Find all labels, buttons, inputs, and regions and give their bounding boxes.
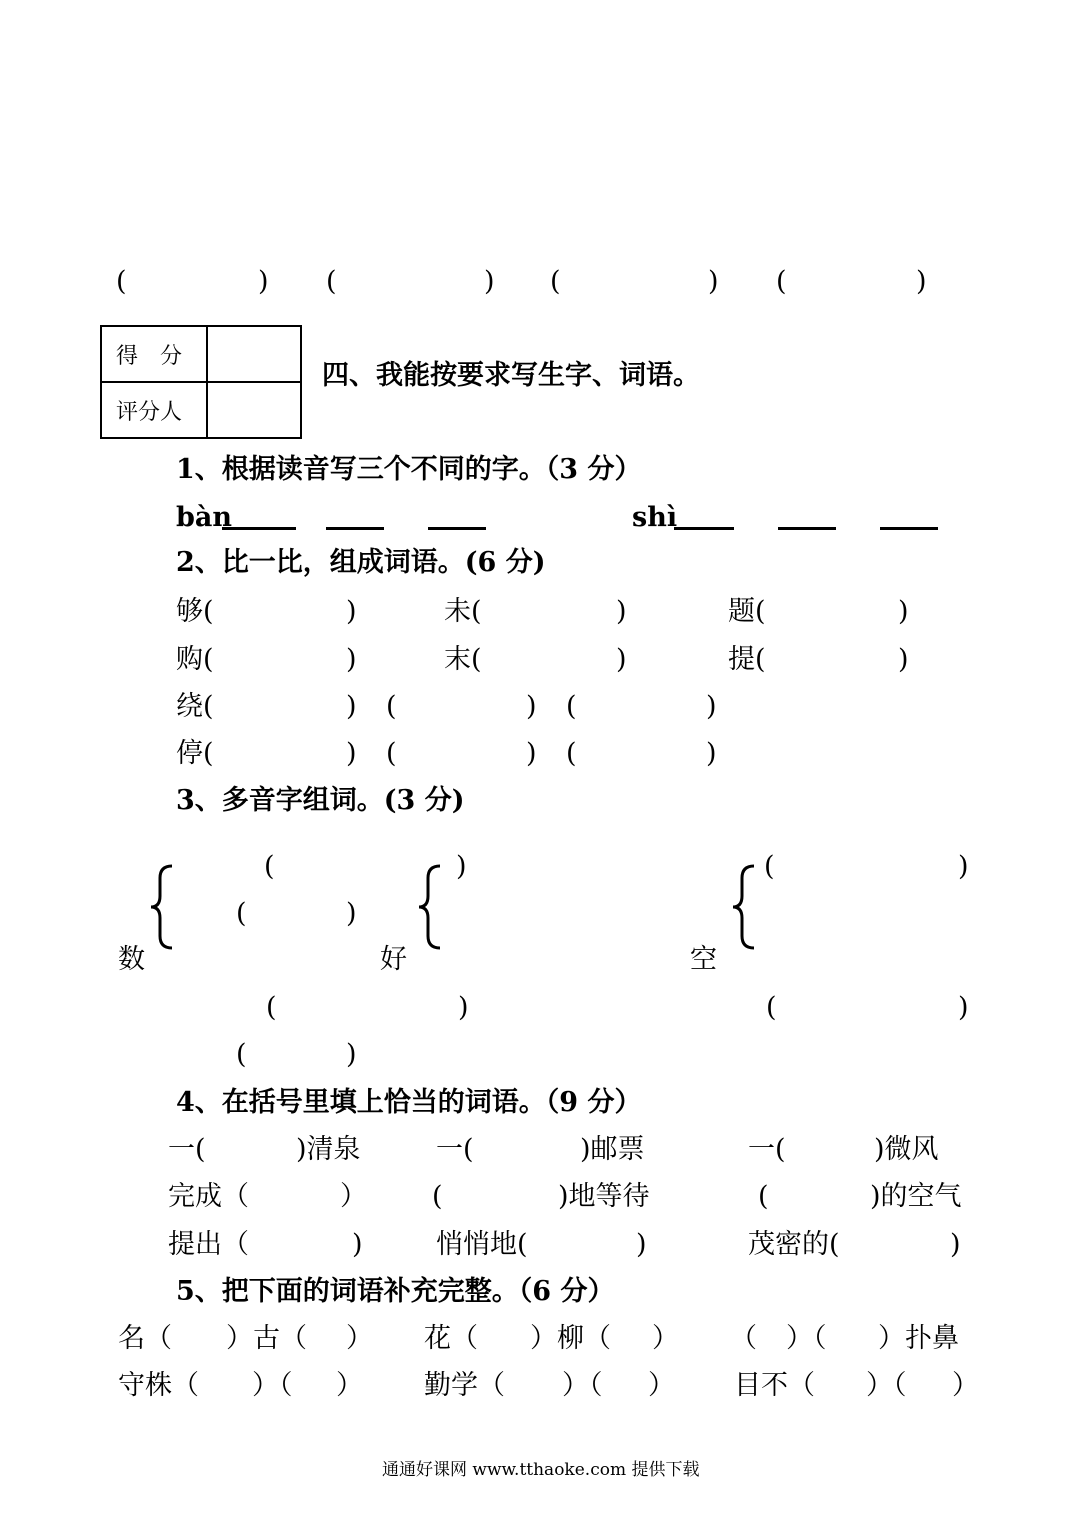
q4-item: ( [432,1181,443,1212]
q5-item: ） [346,1323,373,1354]
q5-item: 目不（ [734,1370,815,1401]
q1-pinyin-ban: bàn [176,502,233,533]
q5-item: ）柳（ [530,1323,611,1354]
q3-char: 空 [690,944,717,975]
paren-open: ( [236,1039,247,1070]
q4-item: )的空气 [870,1181,962,1212]
paren-close: ) [916,266,927,297]
q5-item: ）（ [866,1370,907,1401]
q2-item: 题( [728,596,766,627]
q5-title: 5、把下面的词语补充完整。（6 分） [176,1276,615,1307]
q2-item: 绕( [176,691,214,722]
paren-open: ( [386,691,397,722]
paren-close: ) [898,644,909,675]
q3-char: 好 [380,944,407,975]
q5-item: ） [648,1370,675,1401]
paren-close: ) [346,738,357,769]
q4-item: 悄悄地( [436,1229,528,1260]
footer-credit: 通通好课网 www.tthaoke.com 提供下载 [382,1460,700,1480]
q5-item: ）（ [786,1323,827,1354]
q5-item: （ [730,1323,757,1354]
q4-item: 完成（ [168,1181,249,1212]
q2-item: 末( [444,644,482,675]
paren-close: ) [346,596,357,627]
answer-blank[interactable] [428,527,486,530]
score-box[interactable] [207,326,301,382]
paren-open: ( [326,266,337,297]
q5-item: ） [952,1370,979,1401]
q4-item: ) [636,1229,647,1260]
paren-close: ) [706,691,717,722]
paren-open: ( [776,266,787,297]
left-brace [730,864,760,950]
paren-open: ( [236,898,247,929]
answer-blank[interactable] [222,527,296,530]
q2-item: 购( [176,644,214,675]
paren-open: ( [766,992,777,1023]
q5-item: 花（ [424,1323,478,1354]
q2-item: 停( [176,738,214,769]
q4-item: 一( [436,1134,474,1165]
q4-item: ( [758,1181,769,1212]
left-brace [416,864,446,950]
q4-item: ） [340,1181,367,1212]
answer-blank[interactable] [674,527,734,530]
paren-close: ) [346,898,357,929]
paren-open: ( [386,738,397,769]
q2-title: 2、比一比，组成词语。(6 分) [176,547,546,578]
answer-blank[interactable] [880,527,938,530]
answer-blank[interactable] [326,527,384,530]
paren-close: ) [526,691,537,722]
q4-item: )微风 [874,1134,939,1165]
q5-item: 守株（ [118,1370,199,1401]
q5-item: 名（ [118,1323,172,1354]
paren-open: ( [264,851,275,882]
paren-open: ( [566,738,577,769]
q5-item: ）古（ [226,1323,307,1354]
q4-item: 一( [168,1134,206,1165]
answer-blank[interactable] [778,527,836,530]
paren-close: ) [616,644,627,675]
grader-box[interactable] [207,382,301,438]
paren-close: ) [708,266,719,297]
q4-item: )清泉 [296,1134,361,1165]
q4-item: ) [950,1229,961,1260]
q5-item: ） [652,1323,679,1354]
paren-close: ) [258,266,269,297]
paren-close: ) [526,738,537,769]
score-table [100,325,302,439]
q4-item: 茂密的( [748,1229,840,1260]
q3-title: 3、多音字组词。(3 分) [176,785,465,816]
paren-close: ) [458,992,469,1023]
q4-title: 4、在括号里填上恰当的词语。（9 分） [176,1087,642,1118]
q2-item: 提( [728,644,766,675]
paren-open: ( [764,851,775,882]
score-label: 得 分 [101,326,207,382]
paren-open: ( [116,266,127,297]
paren-open: ( [566,691,577,722]
paren-close: ) [456,851,467,882]
q2-item: 未( [444,596,482,627]
paren-close: ) [898,596,909,627]
q1-title: 1、根据读音写三个不同的字。（3 分） [176,454,642,485]
q5-item: ）扑鼻 [878,1323,959,1354]
paren-close: ) [346,644,357,675]
paren-close: ) [958,851,969,882]
paren-close: ) [958,992,969,1023]
q2-item: 够( [176,596,214,627]
paren-open: ( [550,266,561,297]
q5-item: ）（ [562,1370,603,1401]
q4-item: ) [352,1229,363,1260]
q4-item: )地等待 [558,1181,650,1212]
q5-item: ） [336,1370,363,1401]
grader-label: 评分人 [101,382,207,438]
paren-close: ) [616,596,627,627]
q4-item: )邮票 [580,1134,645,1165]
paren-close: ) [346,1039,357,1070]
q1-pinyin-shi: shì [632,502,678,533]
left-brace [148,864,178,950]
q4-item: 提出（ [168,1229,249,1260]
paren-open: ( [266,992,277,1023]
q4-item: 一( [748,1134,786,1165]
q5-item: ）（ [252,1370,293,1401]
q3-char: 数 [118,944,145,975]
q5-item: 勤学（ [424,1370,505,1401]
paren-close: ) [346,691,357,722]
section-title: 四、我能按要求写生字、词语。 [322,360,700,391]
paren-close: ) [706,738,717,769]
paren-close: ) [484,266,495,297]
